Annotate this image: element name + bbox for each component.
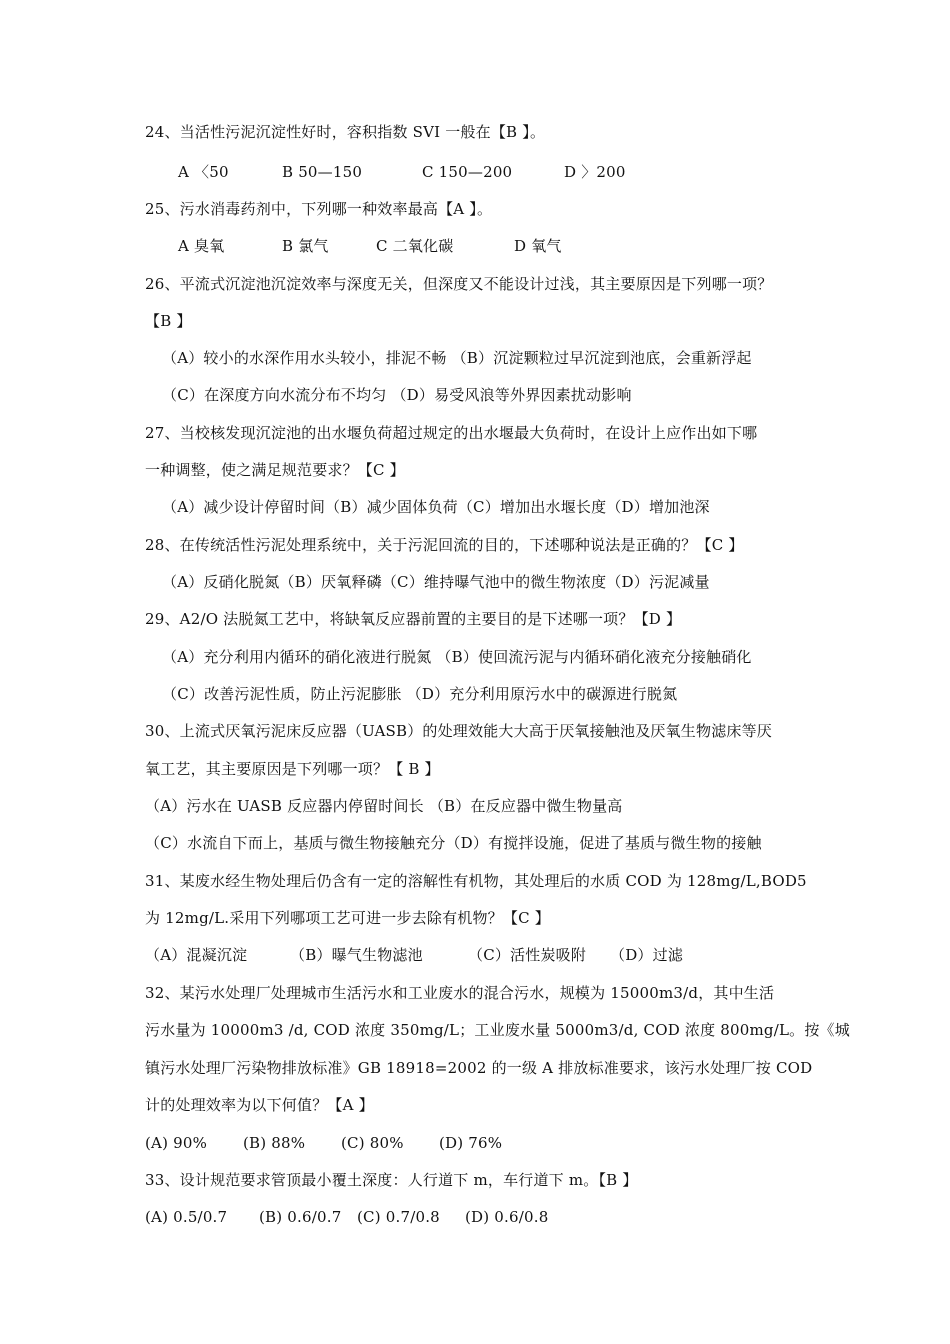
question-27-options-line-1: （A）减少设计停留时间（B）减少固体负荷（C）增加出水堰长度（D）增加池深 — [162, 498, 710, 516]
option-d: （D）过滤 — [610, 946, 684, 964]
question-33-options — [145, 1207, 548, 1227]
question-32-text-line-1: 32、某污水处理厂处理城市生活污水和工业废水的混合污水，规模为 15000m3/d，其中生活 — [145, 984, 775, 1002]
option-d: D 氧气 — [514, 237, 562, 255]
question-32-text-line-4: 计的处理效率为以下何值？【A 】 — [145, 1096, 374, 1114]
question-26-text-line-1: 26、平流式沉淀池沉淀效率与深度无关，但深度又不能设计过浅，其主要原因是下列哪一项？ — [145, 275, 773, 293]
option-c: C 150—200 — [422, 163, 513, 181]
question-24-options — [178, 162, 626, 182]
option-c: (C) 80% — [341, 1134, 404, 1152]
question-31-text-line-2: 为 12mg/L.采用下列哪项工艺可进一步去除有机物？【C 】 — [145, 909, 550, 927]
question-27-text-line-1: 27、当校核发现沉淀池的出水堰负荷超过规定的出水堰最大负荷时，在设计上应作出如下哪 — [145, 424, 758, 442]
question-29-text: 29、A2/O 法脱氮工艺中，将缺氧反应器前置的主要目的是下述哪一项？【D 】 — [145, 610, 682, 628]
option-b: B 50—150 — [282, 163, 363, 181]
option-a: A 臭氧 — [178, 237, 225, 255]
question-28-text: 28、在传统活性污泥处理系统中，关于污泥回流的目的，下述哪种说法是正确的？【C 】 — [145, 536, 744, 554]
option-b: (B) 88% — [243, 1134, 306, 1152]
option-a: (A) 0.5/0.7 — [145, 1208, 228, 1226]
question-30-text-line-2: 氧工艺，其主要原因是下列哪一项？【 B 】 — [145, 760, 440, 778]
question-29-options-line-1: （A）充分利用内循环的硝化液进行脱氮 （B）使回流污泥与内循环硝化液充分接触硝化 — [162, 648, 752, 666]
question-29-options-line-2: （C）改善污泥性质，防止污泥膨胀 （D）充分利用原污水中的碳源进行脱氮 — [162, 685, 678, 703]
option-b: （B）曝气生物滤池 — [290, 946, 423, 964]
option-a: (A) 90% — [145, 1134, 208, 1152]
option-d: (D) 0.6/0.8 — [465, 1208, 549, 1226]
option-c: (C) 0.7/0.8 — [357, 1208, 440, 1226]
question-32-text-line-3: 镇污水处理厂污染物排放标准》GB 18918=2002 的一级 A 排放标准要求，该污水处理厂按 COD — [145, 1059, 813, 1077]
option-c: （C）活性炭吸附 — [468, 946, 587, 964]
question-32-options — [145, 1133, 502, 1153]
question-27-text-line-2: 一种调整，使之满足规范要求？【C 】 — [145, 461, 405, 479]
question-30-options-line-2: （C）水流自下而上，基质与微生物接触充分（D）有搅拌设施，促进了基质与微生物的接触 — [145, 834, 762, 852]
question-31-text-line-1: 31、某废水经生物处理后仍含有一定的溶解性有机物，其处理后的水质 COD 为 128mg/L,BOD5 — [145, 872, 807, 890]
question-31-options — [145, 945, 683, 965]
option-d: D 〉200 — [564, 163, 626, 181]
option-b: B 氯气 — [282, 237, 329, 255]
question-32-text-line-2: 污水量为 10000m3 /d, COD 浓度 350mg/L；工业废水量 5000m3/d, COD 浓度 800mg/L。按《城 — [145, 1021, 850, 1039]
question-25-options — [178, 236, 562, 256]
option-d: (D) 76% — [439, 1134, 503, 1152]
option-a: （A）混凝沉淀 — [145, 946, 248, 964]
question-26-text-line-2: 【B 】 — [145, 312, 192, 330]
option-a: A 〈50 — [178, 163, 229, 181]
question-26-options-line-1: （A）较小的水深作用水头较小，排泥不畅 （B）沉淀颗粒过早沉淀到池底，会重新浮起 — [162, 349, 752, 367]
question-30-options-line-1: （A）污水在 UASB 反应器内停留时间长 （B）在反应器中微生物量高 — [145, 797, 623, 815]
question-25-text: 25、污水消毒药剂中，下列哪一种效率最高【A 】。 — [145, 200, 493, 218]
question-26-options-line-2: （C）在深度方向水流分布不均匀 （D）易受风浪等外界因素扰动影响 — [162, 386, 632, 404]
option-c: C 二氧化碳 — [376, 237, 454, 255]
question-30-text-line-1: 30、上流式厌氧污泥床反应器（UASB）的处理效能大大高于厌氧接触池及厌氧生物滤床等厌 — [145, 722, 773, 740]
question-28-options-line-1: （A）反硝化脱氮（B）厌氧释磷（C）维持曝气池中的微生物浓度（D）污泥减量 — [162, 573, 710, 591]
option-b: (B) 0.6/0.7 — [259, 1208, 342, 1226]
question-33-text: 33、设计规范要求管顶最小覆土深度：人行道下 m，车行道下 m。【B 】 — [145, 1171, 638, 1189]
question-24-text: 24、当活性污泥沉淀性好时，容积指数 SVI 一般在【B 】。 — [145, 123, 546, 141]
